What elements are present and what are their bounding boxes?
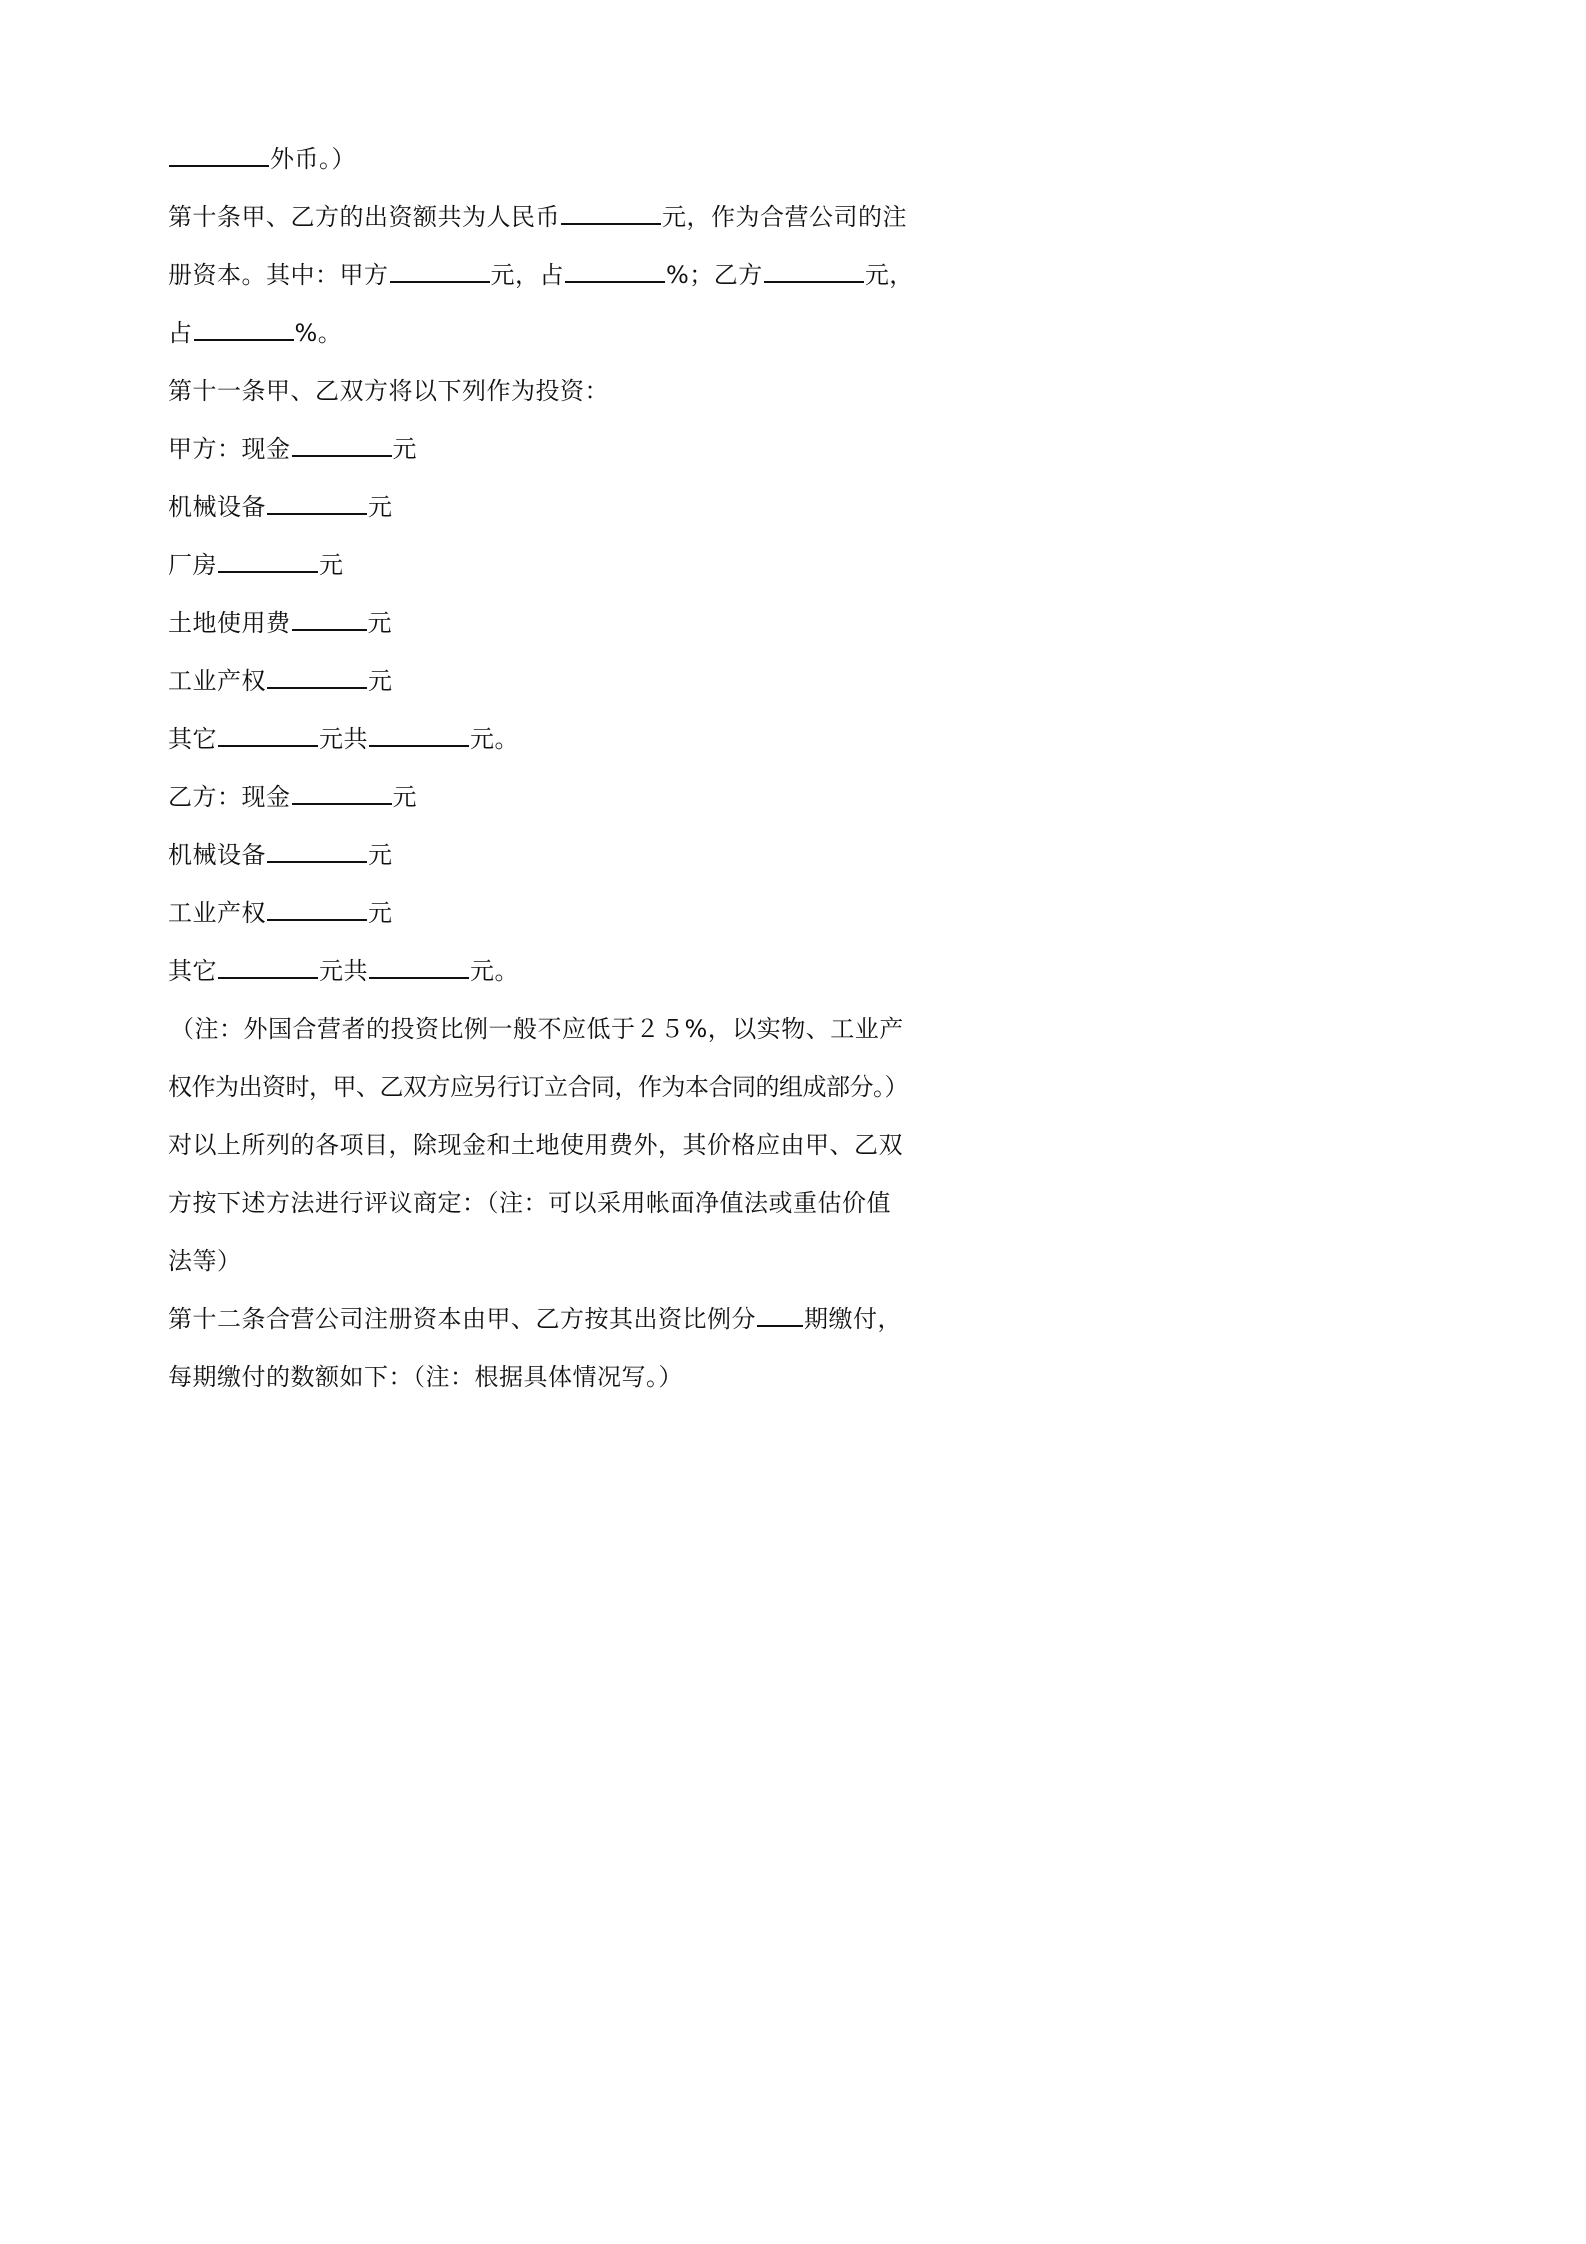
party-b-machinery <box>168 835 393 875</box>
fill-blank[interactable] <box>218 976 318 979</box>
article-10-line-3 <box>168 313 342 353</box>
fill-blank[interactable] <box>757 1324 803 1327</box>
fill-blank[interactable] <box>561 222 661 225</box>
fill-blank[interactable] <box>267 686 367 689</box>
text-fragment: 元， <box>864 261 914 289</box>
article-10-line-2 <box>168 255 914 295</box>
text-fragment: 方按下述方法进行评议商定：（注：可以采用帐面净值法或重估价值 <box>168 1189 891 1217</box>
text-fragment: 元。 <box>470 957 519 985</box>
fill-blank[interactable] <box>194 338 294 341</box>
article-10-line-1 <box>168 197 907 237</box>
party-a-ip <box>168 661 393 701</box>
text-fragment: 法等） <box>168 1247 242 1275</box>
party-a-cash <box>168 429 417 469</box>
text-fragment: 第十条甲、乙方的出资额共为人民币 <box>168 203 560 231</box>
article-12-line-1 <box>168 1299 902 1339</box>
text-line-1 <box>168 139 356 179</box>
text-fragment: 其它 <box>168 957 217 985</box>
text-fragment: 乙方：现金 <box>168 783 291 811</box>
text-fragment: 甲方：现金 <box>168 435 291 463</box>
text-fragment: 元共 <box>319 725 368 753</box>
text-fragment: 第十二条合营公司注册资本由甲、乙方按其出资比例分 <box>168 1305 756 1333</box>
party-a-machinery <box>168 487 393 527</box>
text-fragment: 册资本。其中：甲方 <box>168 261 389 289</box>
party-a-land-fee <box>168 603 392 643</box>
valuation-line-2 <box>168 1183 891 1223</box>
text-fragment: 权作为出资时，甲、乙双方应另行订立合同，作为本合同的组成部分。） <box>168 1073 908 1101</box>
fill-blank[interactable] <box>218 570 318 573</box>
text-fragment: 元 <box>368 899 393 927</box>
note-line-2 <box>168 1067 908 1107</box>
document-page <box>0 0 1102 1558</box>
fill-blank[interactable] <box>292 454 392 457</box>
text-fragment: （注：外国合营者的投资比例一般不应低于２５%，以实物、工业产 <box>170 1015 904 1043</box>
fill-blank[interactable] <box>369 976 469 979</box>
text-fragment: 元 <box>319 551 344 579</box>
text-fragment: 元 <box>368 493 393 521</box>
text-fragment: 元共 <box>319 957 368 985</box>
party-b-cash <box>168 777 417 817</box>
text-fragment: 厂房 <box>168 551 217 579</box>
text-fragment: 机械设备 <box>168 493 266 521</box>
text-fragment: %；乙方 <box>666 261 763 289</box>
note-line-1 <box>170 1009 904 1049</box>
text-fragment: 其它 <box>168 725 217 753</box>
text-fragment: 工业产权 <box>168 899 266 927</box>
text-fragment: 元 <box>368 841 393 869</box>
fill-blank[interactable] <box>764 280 864 283</box>
party-b-other-total <box>168 951 519 991</box>
text-fragment: 外币。） <box>270 145 356 173</box>
valuation-line-1 <box>168 1125 903 1165</box>
fill-blank[interactable] <box>267 512 367 515</box>
fill-blank[interactable] <box>565 280 665 283</box>
text-fragment: 元 <box>368 667 393 695</box>
text-fragment: 元，作为合营公司的注 <box>662 203 907 231</box>
text-fragment: 元。 <box>470 725 519 753</box>
text-fragment: 土地使用费 <box>168 609 291 637</box>
fill-blank[interactable] <box>169 164 269 167</box>
text-fragment: %。 <box>294 319 343 347</box>
text-fragment: 第十一条甲、乙双方将以下列作为投资： <box>168 377 609 405</box>
text-fragment: 对以上所列的各项目，除现金和土地使用费外，其价格应由甲、乙双 <box>168 1131 903 1159</box>
fill-blank[interactable] <box>267 860 367 863</box>
text-fragment: 机械设备 <box>168 841 266 869</box>
text-fragment: 期缴付， <box>804 1305 902 1333</box>
text-fragment: 元 <box>367 609 392 637</box>
fill-blank[interactable] <box>218 744 318 747</box>
fill-blank[interactable] <box>292 628 367 631</box>
valuation-line-3 <box>168 1241 242 1281</box>
text-fragment: 元，占 <box>490 261 564 289</box>
fill-blank[interactable] <box>292 802 392 805</box>
fill-blank[interactable] <box>369 744 469 747</box>
article-12-line-2 <box>168 1357 683 1397</box>
article-11-heading <box>168 371 609 411</box>
party-a-other-total <box>168 719 519 759</box>
text-fragment: 每期缴付的数额如下：（注：根据具体情况写。） <box>168 1363 683 1391</box>
text-fragment: 元 <box>392 435 417 463</box>
text-fragment: 工业产权 <box>168 667 266 695</box>
fill-blank[interactable] <box>267 918 367 921</box>
text-fragment: 元 <box>392 783 417 811</box>
party-a-plant <box>168 545 344 585</box>
party-b-ip <box>168 893 393 933</box>
fill-blank[interactable] <box>390 280 490 283</box>
text-fragment: 占 <box>168 319 193 347</box>
